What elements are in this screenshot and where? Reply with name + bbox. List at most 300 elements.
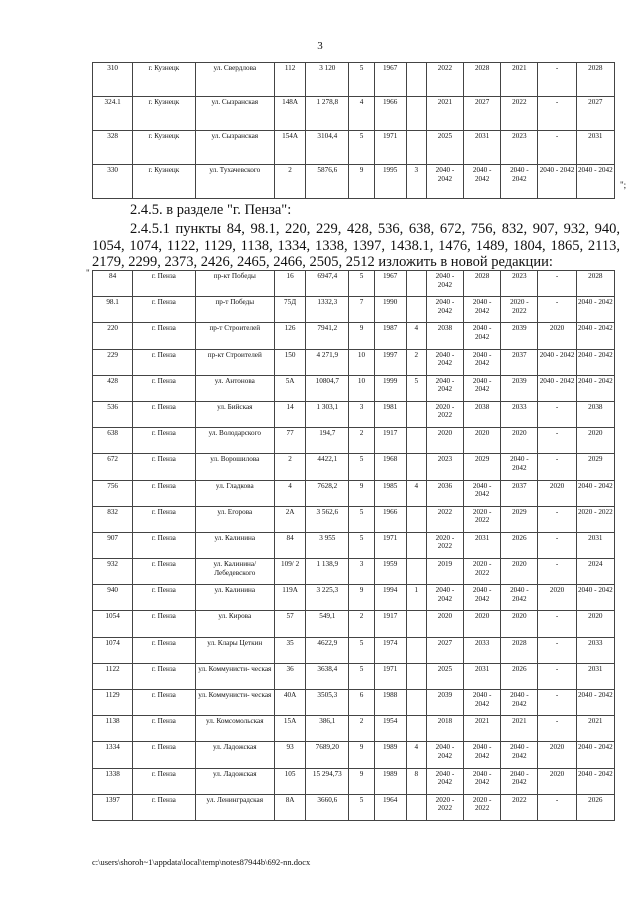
table-cell: 2040 - 2042 <box>426 375 463 401</box>
table-cell: 2022 <box>501 794 538 820</box>
table-cell: ул. Антонова <box>195 375 274 401</box>
table-cell: 2027 <box>426 637 463 663</box>
table-cell: 324.1 <box>93 97 133 131</box>
table-cell: 36 <box>275 663 306 689</box>
table-row <box>93 690 615 716</box>
table-cell: г. Пенза <box>133 768 195 794</box>
table-cell: 1964 <box>374 794 406 820</box>
table-cell: ул. Клары Цеткин <box>195 637 274 663</box>
table-cell: 2040 - 2042 <box>464 349 501 375</box>
table-cell: 2031 <box>576 131 614 165</box>
table-cell: 3 955 <box>306 532 349 558</box>
table-cell: 2033 <box>464 637 501 663</box>
table-cell: 2031 <box>464 532 501 558</box>
table-cell: 2040 - 2042 <box>576 768 614 794</box>
table-cell: 2020 <box>576 611 614 637</box>
table-cell: 2020 <box>538 480 576 506</box>
table-cell: ул. Ворошилова <box>195 454 274 480</box>
table-cell: 7941,2 <box>306 323 349 349</box>
table-cell: 2021 <box>464 716 501 742</box>
table-cell: 6947,4 <box>306 271 349 297</box>
table-cell: 2031 <box>464 663 501 689</box>
table-cell: 148А <box>275 97 306 131</box>
table-cell: 2040 - 2042 <box>426 585 463 611</box>
table-row <box>93 323 615 349</box>
table-cell: 2019 <box>426 559 463 585</box>
table-cell: г. Пенза <box>133 506 195 532</box>
table-cell: 220 <box>93 323 133 349</box>
table-cell: 1990 <box>374 297 406 323</box>
table-cell: 2022 <box>501 97 538 131</box>
table-cell: 2020 <box>538 585 576 611</box>
table-cell: 1054 <box>93 611 133 637</box>
table-cell: 2020 - 2022 <box>464 559 501 585</box>
table-cell: 5 <box>349 663 374 689</box>
table-cell: 2029 <box>576 454 614 480</box>
table-row <box>93 271 615 297</box>
table-cell: 7628,2 <box>306 480 349 506</box>
table-row <box>93 375 615 401</box>
table-cell: 2020 <box>501 611 538 637</box>
table-cell: - <box>538 271 576 297</box>
table-cell: 10 <box>349 349 374 375</box>
table-cell: 1 278,8 <box>306 97 349 131</box>
table-cell: г. Пенза <box>133 271 195 297</box>
table-cell: 2027 <box>576 97 614 131</box>
table-cell: 2 <box>406 349 426 375</box>
table-cell: 2040 - 2042 <box>464 165 501 199</box>
table-cell: ул. Калинина <box>195 532 274 558</box>
table-cell: 2020 <box>576 428 614 454</box>
table-cell: 84 <box>93 271 133 297</box>
table-cell: 9 <box>349 768 374 794</box>
table-cell: г. Кузнецк <box>133 97 195 131</box>
table-cell: 1989 <box>374 742 406 768</box>
table-cell: 2040 - 2042 <box>576 375 614 401</box>
table-cell: 2020 <box>501 559 538 585</box>
table-cell: 2040 - 2042 <box>501 690 538 716</box>
table-cell: 2020 <box>464 611 501 637</box>
table-cell: ул. Володарского <box>195 428 274 454</box>
table-cell: 2040 - 2042 <box>538 375 576 401</box>
table-cell: 5А <box>275 375 306 401</box>
table-cell: 1999 <box>374 375 406 401</box>
table-cell: 1967 <box>374 271 406 297</box>
table-cell: 2040 - 2042 <box>464 375 501 401</box>
table-cell: 1985 <box>374 480 406 506</box>
table-cell <box>406 559 426 585</box>
table-row <box>93 637 615 663</box>
table-cell: 428 <box>93 375 133 401</box>
table-cell: 75Д <box>275 297 306 323</box>
table-cell: 4 <box>349 97 374 131</box>
table-cell: 2040 - 2042 <box>426 271 463 297</box>
table-cell: 2026 <box>576 794 614 820</box>
table-cell: 2040 - 2042 <box>426 742 463 768</box>
table-cell: 2020 - 2022 <box>576 506 614 532</box>
main-table <box>92 270 615 821</box>
table-cell: 5 <box>349 454 374 480</box>
table-cell: г. Пенза <box>133 663 195 689</box>
table-cell: 2020 <box>538 768 576 794</box>
table-cell <box>406 401 426 427</box>
table-cell: 5876,6 <box>306 165 349 199</box>
closing-quote-mark: "; <box>620 180 627 190</box>
table-cell: 672 <box>93 454 133 480</box>
table-cell: 2028 <box>464 63 501 97</box>
table-cell: 328 <box>93 131 133 165</box>
table-cell: - <box>538 63 576 97</box>
table-cell: 4 <box>406 323 426 349</box>
table-cell: 3505,3 <box>306 690 349 716</box>
table-row <box>93 768 615 794</box>
table-cell: 2029 <box>464 454 501 480</box>
table-cell: г. Пенза <box>133 297 195 323</box>
table-cell: 2040 - 2042 <box>576 323 614 349</box>
table-cell: 57 <box>275 611 306 637</box>
table-cell: - <box>538 428 576 454</box>
table-cell: 2040 - 2042 <box>426 165 463 199</box>
table-cell: 9 <box>349 165 374 199</box>
table-cell: 2028 <box>464 271 501 297</box>
table-cell: 1968 <box>374 454 406 480</box>
table-cell: 536 <box>93 401 133 427</box>
table-cell: 2031 <box>576 532 614 558</box>
table-cell: 4 <box>406 480 426 506</box>
table-cell: ул. Гладкова <box>195 480 274 506</box>
table-cell: 109/ 2 <box>275 559 306 585</box>
table-cell: 2040 - 2042 <box>501 165 538 199</box>
table-cell: 2025 <box>426 131 463 165</box>
table-cell: 2028 <box>501 637 538 663</box>
section-heading: 2.4.5. в разделе "г. Пенза": <box>130 202 292 218</box>
table-cell: 119А <box>275 585 306 611</box>
table-cell <box>406 454 426 480</box>
table-cell: 5 <box>349 794 374 820</box>
table-cell: ул. Коммунисти- ческая <box>195 663 274 689</box>
table-row <box>93 585 615 611</box>
table-cell: 4422,1 <box>306 454 349 480</box>
table-cell <box>406 506 426 532</box>
table-cell: 93 <box>275 742 306 768</box>
table-cell: 2040 - 2042 <box>501 768 538 794</box>
table-row <box>93 480 615 506</box>
table-cell: 2040 - 2042 <box>464 480 501 506</box>
table-row <box>93 297 615 323</box>
table-cell: 2023 <box>501 271 538 297</box>
table-cell: 1987 <box>374 323 406 349</box>
table-cell: - <box>538 131 576 165</box>
table-cell: 638 <box>93 428 133 454</box>
table-cell: 4 <box>406 742 426 768</box>
table-cell <box>406 271 426 297</box>
table-cell: 1966 <box>374 97 406 131</box>
table-cell: ул. Ленинградская <box>195 794 274 820</box>
table-cell: 1971 <box>374 532 406 558</box>
table-cell: 15 294,73 <box>306 768 349 794</box>
table-cell: 2031 <box>464 131 501 165</box>
table-row <box>93 794 615 820</box>
table-cell: 2037 <box>501 480 538 506</box>
table-cell: 2020 <box>464 428 501 454</box>
table-cell: 2040 - 2042 <box>538 165 576 199</box>
table-cell: 1917 <box>374 428 406 454</box>
table-cell: 3104,4 <box>306 131 349 165</box>
table-cell: 9 <box>349 742 374 768</box>
table-cell: 194,7 <box>306 428 349 454</box>
table-row <box>93 454 615 480</box>
table-cell: 2020 <box>426 428 463 454</box>
table-cell: г. Пенза <box>133 559 195 585</box>
table-cell: пр-кт Строителей <box>195 349 274 375</box>
table-cell: 105 <box>275 768 306 794</box>
table-cell: 5 <box>349 532 374 558</box>
table-cell: 112 <box>275 63 306 97</box>
table-cell: г. Пенза <box>133 532 195 558</box>
table-cell: 1959 <box>374 559 406 585</box>
table-cell: г. Пенза <box>133 480 195 506</box>
table-cell: 2026 <box>501 663 538 689</box>
page-number: 3 <box>317 40 323 52</box>
table-cell: - <box>538 401 576 427</box>
table-cell: - <box>538 297 576 323</box>
table-row <box>93 506 615 532</box>
table-cell: 15А <box>275 716 306 742</box>
table-cell: г. Пенза <box>133 716 195 742</box>
table-cell: 2040 - 2042 <box>464 297 501 323</box>
table-cell: 1 138,9 <box>306 559 349 585</box>
table-cell: ул. Кирова <box>195 611 274 637</box>
table-cell: 2040 - 2042 <box>464 690 501 716</box>
table-cell: 2040 - 2042 <box>464 768 501 794</box>
table-cell: - <box>538 506 576 532</box>
table-cell: 2021 <box>426 97 463 131</box>
table-cell: 2040 - 2042 <box>576 690 614 716</box>
table-cell: 2040 - 2042 <box>464 323 501 349</box>
table-cell: 907 <box>93 532 133 558</box>
table-cell: ул. Калинина/ Лебедевского <box>195 559 274 585</box>
table-cell <box>406 794 426 820</box>
table-cell: 2020 <box>538 742 576 768</box>
table-cell: 2020 - 2022 <box>426 532 463 558</box>
table-cell: - <box>538 690 576 716</box>
table-cell: 2040 - 2042 <box>501 454 538 480</box>
table-cell: г. Пенза <box>133 585 195 611</box>
table-cell: - <box>538 97 576 131</box>
table-cell: 1954 <box>374 716 406 742</box>
table-cell: 229 <box>93 349 133 375</box>
table-cell: 2А <box>275 506 306 532</box>
table-cell: 2040 - 2042 <box>576 480 614 506</box>
table-cell: г. Пенза <box>133 794 195 820</box>
table-cell: 1917 <box>374 611 406 637</box>
table-cell: 2020 <box>426 611 463 637</box>
table-cell: 7 <box>349 297 374 323</box>
table-cell: 2028 <box>576 63 614 97</box>
table-cell: - <box>538 454 576 480</box>
table-cell: 2028 <box>576 271 614 297</box>
table-cell: 2 <box>349 428 374 454</box>
table-cell: 2031 <box>576 663 614 689</box>
table-cell <box>406 428 426 454</box>
table-cell: 2040 - 2042 <box>538 349 576 375</box>
table-row <box>93 165 615 199</box>
table-cell: г. Пенза <box>133 742 195 768</box>
table-row <box>93 131 615 165</box>
table-cell: 2040 - 2042 <box>576 165 614 199</box>
table-row <box>93 611 615 637</box>
table-row <box>93 63 615 97</box>
table-cell: 832 <box>93 506 133 532</box>
table-cell: 5 <box>349 131 374 165</box>
table-cell: г. Пенза <box>133 637 195 663</box>
table-cell: ул. Калинина <box>195 585 274 611</box>
table-cell: 9 <box>349 323 374 349</box>
table-cell: 1971 <box>374 663 406 689</box>
table-cell: пр-т Победы <box>195 297 274 323</box>
table-cell: 2038 <box>426 323 463 349</box>
table-cell: 2039 <box>501 323 538 349</box>
opening-quote-mark: " <box>86 268 90 278</box>
table-cell <box>406 97 426 131</box>
table-cell: 10 <box>349 375 374 401</box>
table-cell: г. Пенза <box>133 428 195 454</box>
table-cell: ул. Свердлова <box>195 63 274 97</box>
table-cell: г. Пенза <box>133 349 195 375</box>
table-cell: 2039 <box>426 690 463 716</box>
table-cell: 1138 <box>93 716 133 742</box>
top-table <box>92 62 615 199</box>
table-cell: ул. Ладожская <box>195 768 274 794</box>
table-cell: 1 303,1 <box>306 401 349 427</box>
table-cell: 2033 <box>576 637 614 663</box>
table-cell: г. Кузнецк <box>133 63 195 97</box>
table-cell: 2038 <box>576 401 614 427</box>
table-cell: 154А <box>275 131 306 165</box>
table-cell: 2039 <box>501 375 538 401</box>
table-cell: 2022 <box>426 63 463 97</box>
table-cell: 2020 - 2022 <box>501 297 538 323</box>
table-cell: 4 271,9 <box>306 349 349 375</box>
table-row <box>93 716 615 742</box>
table-row <box>93 401 615 427</box>
table-cell: 756 <box>93 480 133 506</box>
footer-file-path: c:\users\shoroh~1\appdata\local\temp\notes87944b\692-nn.docx <box>92 857 311 867</box>
table-cell: - <box>538 637 576 663</box>
table-row <box>93 742 615 768</box>
table-cell: 1995 <box>374 165 406 199</box>
table-cell: 3638,4 <box>306 663 349 689</box>
table-cell: 1971 <box>374 131 406 165</box>
table-cell: ул. Ладожская <box>195 742 274 768</box>
table-cell: 1334 <box>93 742 133 768</box>
table-cell: 5 <box>349 637 374 663</box>
table-cell: 2037 <box>501 349 538 375</box>
table-cell: г. Пенза <box>133 690 195 716</box>
table-cell: г. Пенза <box>133 323 195 349</box>
table-cell <box>406 637 426 663</box>
table-cell: 2040 - 2042 <box>464 585 501 611</box>
table-cell <box>406 690 426 716</box>
table-cell: 2027 <box>464 97 501 131</box>
table-cell: 4 <box>275 480 306 506</box>
table-cell: 549,1 <box>306 611 349 637</box>
table-cell: г. Пенза <box>133 375 195 401</box>
table-cell: 2040 - 2042 <box>501 585 538 611</box>
table-cell: г. Пенза <box>133 401 195 427</box>
table-cell: 2036 <box>426 480 463 506</box>
table-cell: 35 <box>275 637 306 663</box>
table-cell: ул. Комсомольская <box>195 716 274 742</box>
table-cell: 2020 <box>538 323 576 349</box>
table-cell <box>406 611 426 637</box>
table-cell: ул. Бийская <box>195 401 274 427</box>
table-cell: 2021 <box>576 716 614 742</box>
table-cell: 2040 - 2042 <box>576 297 614 323</box>
table-cell: 9 <box>349 585 374 611</box>
table-cell: 150 <box>275 349 306 375</box>
table-cell: 2040 - 2042 <box>464 742 501 768</box>
table-cell: 940 <box>93 585 133 611</box>
table-row <box>93 663 615 689</box>
table-cell: 2040 - 2042 <box>426 297 463 323</box>
table-cell: 3 225,3 <box>306 585 349 611</box>
table-row <box>93 349 615 375</box>
table-cell: 2040 - 2042 <box>576 349 614 375</box>
table-cell: 9 <box>349 480 374 506</box>
table-cell: 2 <box>349 611 374 637</box>
table-cell: ул. Сызранская <box>195 131 274 165</box>
table-cell: 8А <box>275 794 306 820</box>
table-cell: 386,1 <box>306 716 349 742</box>
table-cell: 126 <box>275 323 306 349</box>
table-cell: 1074 <box>93 637 133 663</box>
table-cell: ул. Тухачевского <box>195 165 274 199</box>
table-cell: 1966 <box>374 506 406 532</box>
table-cell: 2 <box>349 716 374 742</box>
table-cell: 1 <box>406 585 426 611</box>
table-cell: 2022 <box>426 506 463 532</box>
table-row <box>93 428 615 454</box>
amendment-paragraph: 2.4.5.1 пункты 84, 98.1, 220, 229, 428, 536, 638, 672, 756, 832, 907, 932, 940, 1054, 1074, 1122, 1129, 1138, 1334, 1338, 1397, 1438.1, 1476, 1489, 1804, 1865, 2113, 2179, 2299, 2373, 2426, 2465, 2466, 2505, 2512 изложить в новой редакции: <box>92 221 620 270</box>
table-cell: г. Кузнецк <box>133 165 195 199</box>
table-cell: 1974 <box>374 637 406 663</box>
table-cell: 5 <box>406 375 426 401</box>
table-cell: 1122 <box>93 663 133 689</box>
table-cell: 2040 - 2042 <box>576 585 614 611</box>
table-cell: 4622,9 <box>306 637 349 663</box>
table-cell: 2025 <box>426 663 463 689</box>
table-cell: - <box>538 532 576 558</box>
table-cell: - <box>538 794 576 820</box>
table-cell: г. Пенза <box>133 611 195 637</box>
table-cell: 2020 <box>501 428 538 454</box>
table-cell <box>406 297 426 323</box>
table-cell: 2040 - 2042 <box>576 742 614 768</box>
table-cell: 2021 <box>501 716 538 742</box>
table-cell: 77 <box>275 428 306 454</box>
table-row <box>93 532 615 558</box>
table-cell: 2026 <box>501 532 538 558</box>
table-row <box>93 559 615 585</box>
table-cell: 40А <box>275 690 306 716</box>
table-cell: 10804,7 <box>306 375 349 401</box>
table-cell <box>406 131 426 165</box>
table-cell: 2038 <box>464 401 501 427</box>
table-cell: 2040 - 2042 <box>426 349 463 375</box>
table-cell: 2020 - 2022 <box>464 506 501 532</box>
table-cell <box>406 663 426 689</box>
